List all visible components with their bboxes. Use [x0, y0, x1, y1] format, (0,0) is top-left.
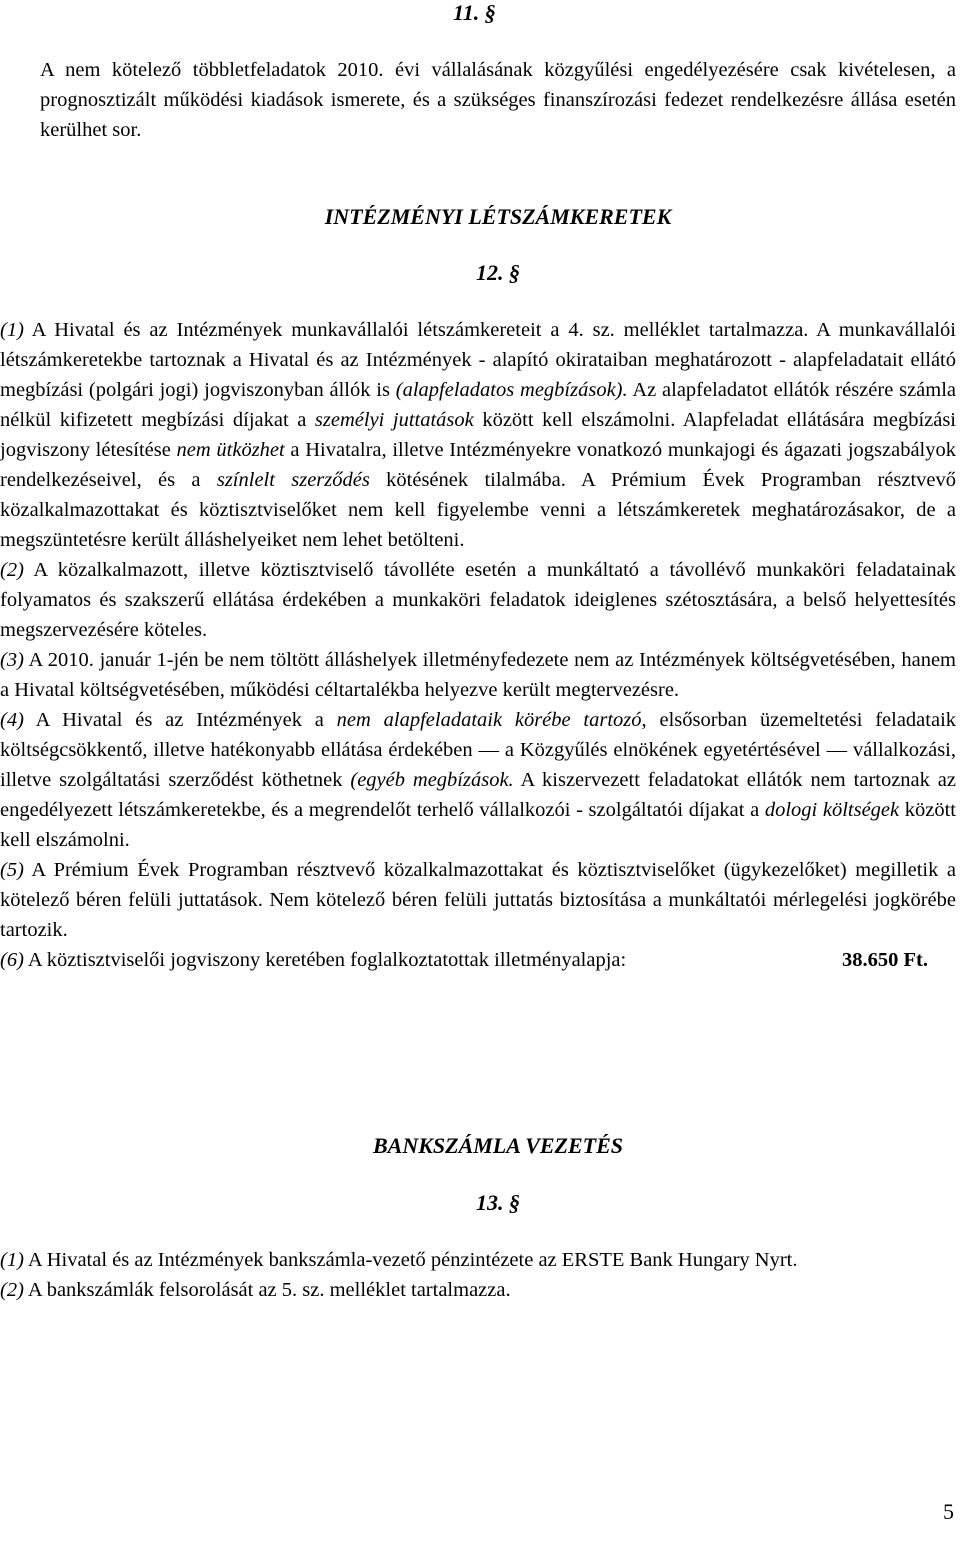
text-run-italic: nem alapfeladataik körébe tartozó [336, 709, 642, 731]
section-12-body [0, 315, 957, 975]
paragraph-12-6 [0, 945, 928, 975]
paragraph-number: (5) [0, 859, 24, 881]
paragraph-number: (2) [0, 559, 24, 581]
paragraph-number: (2) [0, 1279, 24, 1301]
text-run-italic: színlelt szerződés [216, 469, 370, 491]
text-run: , elsősorban üzemeltetési feladataik költségcsökkentő, illetve hatékonyabb ellátása érdekében — a Közgyűlés elnökének egyetértésével — vállalkozási, illetve szolgáltatási szerződést köthetnek [0, 709, 957, 791]
text-run: A bankszámlák felsorolását az 5. sz. melléklet tartalmazza. [27, 1279, 511, 1301]
staff-title: INTÉZMÉNYI LÉTSZÁMKERETEK [324, 204, 672, 229]
section-13-body [0, 1245, 956, 1305]
paragraph-12-4 [0, 705, 956, 855]
text-run-italic: (alapfeladatos megbízások). [395, 379, 628, 401]
section-11-heading: 11. § [453, 0, 496, 25]
paragraph-number: (1) [0, 1249, 24, 1271]
text-run: A köztisztviselői jogviszony keretében foglalkoztatottak illetményalapja: [27, 949, 627, 971]
page-number: 5 [943, 1499, 954, 1524]
paragraph-13-1 [0, 1245, 956, 1275]
text-run: között kell elszámolni. Alapfeladat ellátására megbízási jogviszony létesítése [0, 409, 957, 461]
paragraph-13-2 [0, 1275, 956, 1305]
section-12-heading: 12. § [476, 260, 520, 285]
text-run: A 2010. január 1-jén be nem töltött álláshelyek illetményfedezete nem az Intézmények költségvetésében, hanem a Hivatal költségvetésében, működési céltartalékba helyezve került megtervezésre. [0, 649, 956, 701]
text-run: A közalkalmazott, illetve köztisztviselő távolléte esetén a munkáltató a távollévő munkaköri feladatainak folyamatos és szakszerű ellátása érdekében a munkaköri feladatok ideiglenes szétosztására, a belső helyettesítés megszervezésére köteles. [0, 559, 956, 641]
paragraph-number: (6) [0, 949, 24, 971]
bank-title: BANKSZÁMLA VEZETÉS [372, 1133, 624, 1158]
text-run: között kell elszámolni. [0, 799, 956, 851]
paragraph-number: (3) [0, 649, 24, 671]
text-run-italic: személyi juttatások [314, 409, 474, 431]
text-run: kötésének tilalmába. A Prémium Évek Programban résztvevő közalkalmazottakat és köztisztviselőket nem kell figyelembe venni a létszámkeretek meghatározásakor, de a megszüntetésre került álláshelyeiket nem lehet betölteni. [0, 469, 956, 551]
intro-paragraph: A nem kötelező többletfeladatok 2010. évi vállalásának közgyűlési engedélyezésére csak kivételesen, a prognosztizált működési kiadások ismerete, és a szükséges finanszírozási fedezet rendelkezésre állása esetén kerülhet sor. [40, 59, 956, 141]
paragraph-12-3 [0, 645, 956, 705]
paragraph-12-2 [0, 555, 956, 645]
text-run: A Prémium Évek Programban résztvevő közalkalmazottakat és köztisztviselőket (ügykezelőket) megilletik a kötelező béren felüli juttatások. Nem kötelező béren felüli juttatás biztosítása a munkáltatói mérlegelési jogkörébe tartozik. [0, 859, 956, 941]
text-run-italic: dologi költségek [764, 799, 900, 821]
salary-base-value: 38.650 Ft. [842, 949, 928, 971]
text-run: Az alapfeladatot ellátók részére számla nélkül kifizetett megbízási díjakat a [0, 379, 957, 431]
text-run: A kiszervezett feladatokat ellátók nem tartoznak az engedélyezett létszámkeretekbe, és a megrendelőt terhelő vállalkozói - szolgáltatói díjakat a [0, 769, 957, 821]
paragraph-12-5 [0, 855, 956, 945]
paragraph-number: (1) [0, 319, 24, 341]
text-run: A Hivatal és az Intézmények bankszámla-vezető pénzintézete az ERSTE Bank Hungary Nyrt. [27, 1249, 798, 1271]
section-13-heading: 13. § [476, 1190, 520, 1215]
text-run-italic: (egyéb megbízások. [350, 769, 514, 791]
text-run-italic: nem ütközhet [176, 439, 285, 461]
paragraph-12-1 [0, 315, 956, 555]
text-run: A Hivatal és az Intézmények munkavállalói létszámkereteit a 4. sz. melléklet tartalmazza. A munkavállalói létszámkeretekbe tartoznak a Hivatal és az Intézmények - alapító okirataiban meghatározott - alapfeladatait ellátó megbízási (polgári jogi) jogviszonyban állók is [0, 319, 957, 401]
paragraph-12-6-text [0, 945, 626, 975]
paragraph-number: (4) [0, 709, 24, 731]
text-run: A Hivatal és az Intézmények a [35, 709, 337, 731]
text-run: a Hivatalra, illetve Intézményekre vonatkozó munkajogi és ágazati jogszabályok rendelkezéseivel, és a [0, 439, 956, 491]
